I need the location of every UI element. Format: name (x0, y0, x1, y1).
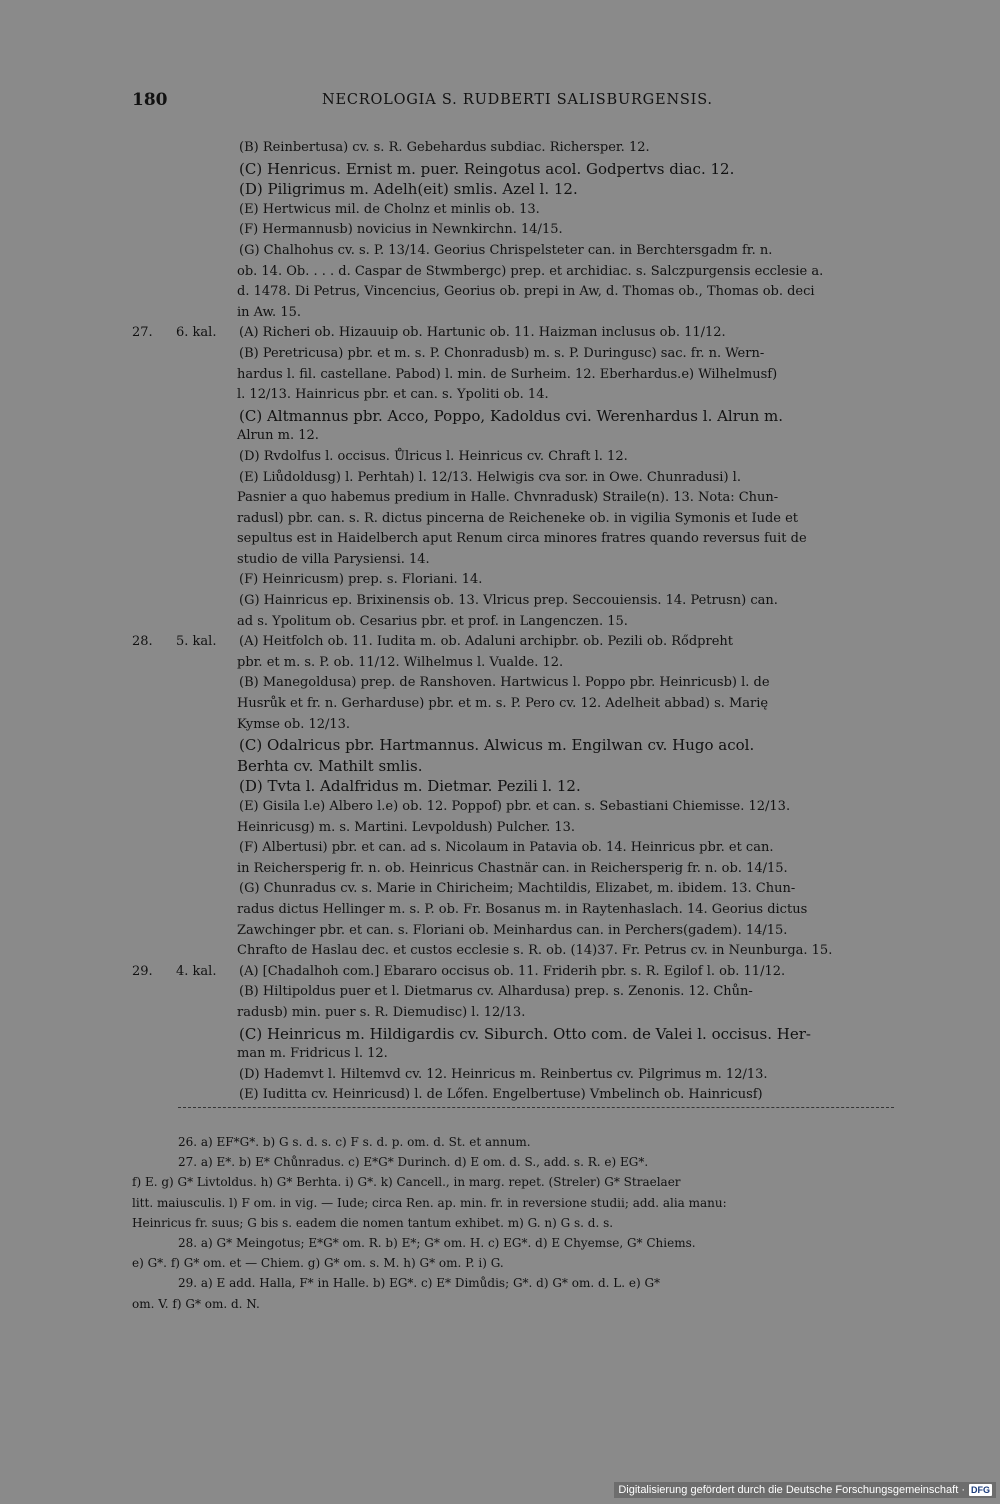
footnote-line-text: Heinricus fr. suus; G bis s. eadem die nomen tantum exhibet. m) G. n) G s. d. s. (132, 1215, 614, 1230)
entry-line (132, 1085, 894, 1106)
entry-line-text: (D) Rvdolfus l. occisus. Ůlricus l. Heinricus cv. Chraft l. 12. (239, 448, 628, 464)
entry-line-text: (E) Gisila l.e) Albero l.e) ob. 12. Poppof) pbr. et can. s. Sebastiani Chiemisse. 12/13. (239, 799, 791, 814)
entry-line-text: (E) Iuditta cv. Heinricusd) l. de Lőfen. Engelbertuse) Vmbelinch ob. Hainricusf) (239, 1087, 763, 1103)
entry-line (132, 323, 894, 344)
footnote-separator (178, 1107, 894, 1108)
entry-line-text: l. 12/13. Hainricus pbr. et can. s. Ypoliti ob. 14. (237, 387, 549, 403)
entry-line (132, 1044, 894, 1065)
entry-line (132, 179, 894, 200)
entry-line-text: ad s. Ypolitum ob. Cesarius pbr. et prof. in Langenczen. 15. (237, 613, 628, 629)
footnote-line-text: e) G*. f) G* om. et — Chiem. g) G* om. s. M. h) G* om. P. i) G. (132, 1256, 504, 1271)
entry-line-text: (G) Hainricus ep. Brixinensis ob. 13. Vlricus prep. Seccouiensis. 14. Petrusn) can. (239, 593, 778, 609)
entry-line (132, 365, 894, 386)
entry-line-text: (C) Henricus. Ernist m. puer. Reingotus acol. Godpertvs diac. 12. (239, 159, 735, 178)
entry-line-text: (B) Reinbertusa) cv. s. R. Gebehardus subdiac. Richersper. 12. (239, 140, 650, 155)
day-number: 27. (132, 325, 153, 341)
page-header (132, 90, 894, 116)
entry-line-text: (G) Chalhohus cv. s. P. 13/14. Georius Chrispelsteter can. in Berchtersgadm fr. n. (239, 242, 773, 258)
entry-line-text: radusl) pbr. can. s. R. dictus pincerna de Reicheneke ob. in vigilia Symonis et Iude et (237, 510, 799, 526)
entry-line (132, 1003, 894, 1024)
footnote-line-text: f) E. g) G* Livtoldus. h) G* Berhta. i) G*. k) Cancell., in marg. repet. (Streler) G* Straelaer (132, 1175, 681, 1190)
entry-line (132, 591, 894, 612)
footnotes (132, 1132, 894, 1314)
footnote-line-text: 29. a) E add. Halla, F* in Halle. b) EG*. c) E* Dimůdis; G*. d) G* om. d. L. e) G* (178, 1276, 661, 1291)
entry-line-text: Pasnier a quo habemus predium in Halle. Chvnradusk) Straile(n). 13. Nota: Chun- (237, 490, 779, 506)
entry-line-text: Zawchinger pbr. et can. s. Floriani ob. Meinhardus can. in Perchers(gadem). 14/15. (237, 922, 788, 938)
entry-line-text: Alrun m. 12. (237, 428, 319, 444)
entry-line (132, 447, 894, 468)
entry-line-text: radus dictus Hellinger m. s. P. ob. Fr. Bosanus m. in Raytenhaslach. 14. Georius dictus (237, 901, 808, 917)
entry-line-text: Heinricusg) m. s. Martini. Levpoldush) Pulcher. 13. (237, 819, 576, 835)
entry-line-text: Berhta cv. Mathilt smlis. (237, 756, 423, 775)
footnote-line-text: 28. a) G* Meingotus; E*G* om. R. b) E*; G* om. H. c) EG*. d) E Chyemse, G* Chiems. (178, 1235, 696, 1250)
footnote-line (132, 1233, 894, 1253)
entry-line (132, 982, 894, 1003)
entry-line-text: (A) Heitfolch ob. 11. Iudita m. ob. Adaluni archipbr. ob. Pezili ob. Rődpreht (239, 634, 733, 650)
dfg-logo: DFG (971, 1485, 990, 1495)
entry-line (132, 262, 894, 283)
necrology-body (132, 138, 894, 1106)
entry-line (132, 941, 894, 962)
footnote-line (132, 1152, 894, 1172)
entry-line-text: Husrůk et fr. n. Gerharduse) pbr. et m. s. P. Pero cv. 12. Adelheit abbad) s. Marię (237, 696, 769, 712)
entry-line (132, 797, 894, 818)
entry-line (132, 673, 894, 694)
footnote-line-text: 27. a) E*. b) E* Chůnradus. c) E*G* Durinch. d) E om. d. S., add. s. R. e) EG*. (178, 1155, 649, 1170)
entry-line (132, 838, 894, 859)
entry-line-text: (C) Heinricus m. Hildigardis cv. Siburch. Otto com. de Valei l. occisus. Her- (239, 1024, 811, 1043)
entry-line (132, 653, 894, 674)
entry-line (132, 756, 894, 777)
entry-line (132, 282, 894, 303)
footnote-line-text: 26. a) EF*G*. b) G s. d. s. c) F s. d. p. om. d. St. et annum. (178, 1135, 531, 1149)
entry-line (132, 200, 894, 221)
entry-line (132, 241, 894, 262)
entry-line-text: radusb) min. puer s. R. Diemudisc) l. 12/13. (237, 1004, 526, 1020)
entry-line (132, 426, 894, 447)
footnote-line (132, 1253, 894, 1273)
entry-line (132, 921, 894, 942)
entry-line (132, 385, 894, 406)
entry-line (132, 879, 894, 900)
entry-line (132, 550, 894, 571)
day-number: 28. (132, 634, 153, 650)
footnote-line-text: litt. maiusculis. l) F om. in vig. — Iude; circa Ren. ap. min. fr. in reversione studii; add. alia manu: (132, 1195, 727, 1210)
entry-line (132, 1024, 894, 1045)
entry-line (132, 900, 894, 921)
entry-line-text: hardus l. fil. castellane. Pabod) l. min. de Surheim. 12. Eberhardus.e) Wilhelmusf) (237, 366, 778, 382)
entry-line (132, 488, 894, 509)
entry-line (132, 962, 894, 983)
entry-line-text: (C) Odalricus pbr. Hartmannus. Alwicus m. Engilwan cv. Hugo acol. (239, 736, 755, 755)
day-number: 29. (132, 963, 153, 979)
entry-line (132, 509, 894, 530)
entry-line-text: (C) Altmannus pbr. Acco, Poppo, Kadoldus cvi. Werenhardus l. Alrun m. (239, 406, 783, 425)
kalends-date: 6. kal. (176, 325, 217, 341)
running-title: NECROLOGIA S. RUDBERTI SALISBURGENSIS. (322, 92, 713, 108)
entry-line (132, 632, 894, 653)
entry-line-text: (D) Hademvt l. Hiltemvd cv. 12. Heinricus m. Reinbertus cv. Pilgrimus m. 12/13. (239, 1066, 768, 1082)
footnote-line (132, 1273, 894, 1293)
entry-line (132, 818, 894, 839)
entry-line-text: Kymse ob. 12/13. (237, 716, 351, 732)
entry-line (132, 612, 894, 633)
digitization-credit (614, 1482, 996, 1498)
entry-line (132, 529, 894, 550)
entry-line (132, 138, 894, 159)
credit-text: Digitalisierung gefördert durch die Deutsche Forschungsgemeinschaft · (618, 1484, 965, 1496)
entry-line-text: (F) Heinricusm) prep. s. Floriani. 14. (239, 572, 483, 588)
entry-line-text: d. 1478. Di Petrus, Vincencius, Georius ob. prepi in Aw, d. Thomas ob., Thomas ob. deci (237, 284, 815, 300)
entry-line-text: (B) Hiltipoldus puer et l. Dietmarus cv. Alhardusa) prep. s. Zenonis. 12. Chůn- (239, 984, 753, 1000)
entry-line-text: (D) Piligrimus m. Adelh(eit) smlis. Azel l. 12. (239, 180, 578, 199)
entry-line (132, 406, 894, 427)
entry-line (132, 776, 894, 797)
entry-line-text: (E) Liůdoldusg) l. Perhtah) l. 12/13. Helwigis cva sor. in Owe. Chunradusi) l. (239, 469, 741, 485)
entry-line (132, 468, 894, 489)
entry-line-text: (B) Peretricusa) pbr. et m. s. P. Chonradusb) m. s. P. Duringusc) sac. fr. n. Wern- (239, 345, 765, 361)
entry-line-text: (F) Albertusi) pbr. et can. ad s. Nicolaum in Patavia ob. 14. Heinricus pbr. et can. (239, 840, 774, 856)
entry-line-text: man m. Fridricus l. 12. (237, 1046, 388, 1062)
footnote-line (132, 1213, 894, 1233)
entry-line-text: (E) Hertwicus mil. de Cholnz et minlis ob. 13. (239, 201, 540, 217)
kalends-date: 5. kal. (176, 634, 217, 650)
entry-line (132, 570, 894, 591)
footnote-line (132, 1294, 894, 1314)
entry-line-text: (D) Tvta l. Adalfridus m. Dietmar. Pezili l. 12. (239, 777, 581, 796)
entry-line-text: (B) Manegoldusa) prep. de Ranshoven. Hartwicus l. Poppo pbr. Heinricusb) l. de (239, 675, 770, 691)
entry-line (132, 159, 894, 180)
entry-line-text: in Aw. 15. (237, 304, 301, 320)
entry-line (132, 303, 894, 324)
entry-line-text: pbr. et m. s. P. ob. 11/12. Wilhelmus l. Vualde. 12. (237, 654, 564, 670)
entry-line (132, 735, 894, 756)
entry-line-text: ob. 14. Ob. . . . d. Caspar de Stwmbergc) prep. et archidiac. s. Salczpurgensis ecclesie a. (237, 263, 824, 279)
page-number: 180 (132, 90, 168, 110)
entry-line (132, 344, 894, 365)
footnote-line-text: om. V. f) G* om. d. N. (132, 1296, 260, 1311)
kalends-date: 4. kal. (176, 963, 217, 979)
entry-line (132, 220, 894, 241)
entry-line-text: studio de villa Parysiensi. 14. (237, 551, 430, 567)
footnote-line (132, 1193, 894, 1213)
footnote-line (132, 1172, 894, 1192)
entry-line-text: (A) Richeri ob. Hizauuip ob. Hartunic ob. 11. Haizman inclusus ob. 11/12. (239, 325, 726, 341)
entry-line-text: sepultus est in Haidelberch aput Renum circa minores fratres quando reversus fuit de (237, 531, 807, 547)
entry-line-text: Chrafto de Haslau dec. et custos ecclesie s. R. ob. (14)37. Fr. Petrus cv. in Neunburga. 15. (237, 943, 833, 959)
entry-line (132, 694, 894, 715)
entry-line (132, 1065, 894, 1086)
entry-line (132, 859, 894, 880)
entry-line-text: (A) [Chadalhoh com.] Ebararo occisus ob. 11. Friderih pbr. s. R. Egilof l. ob. 11/12. (239, 963, 786, 979)
entry-line-text: (F) Hermannusb) novicius in Newnkirchn. 14/15. (239, 222, 563, 238)
footnote-line (132, 1132, 894, 1152)
entry-line (132, 715, 894, 736)
entry-line-text: (G) Chunradus cv. s. Marie in Chiricheim; Machtildis, Elizabet, m. ibidem. 13. Chun- (239, 881, 796, 897)
entry-line-text: in Reichersperig fr. n. ob. Heinricus Chastnär can. in Reichersperig fr. n. ob. 14/15. (237, 860, 788, 876)
